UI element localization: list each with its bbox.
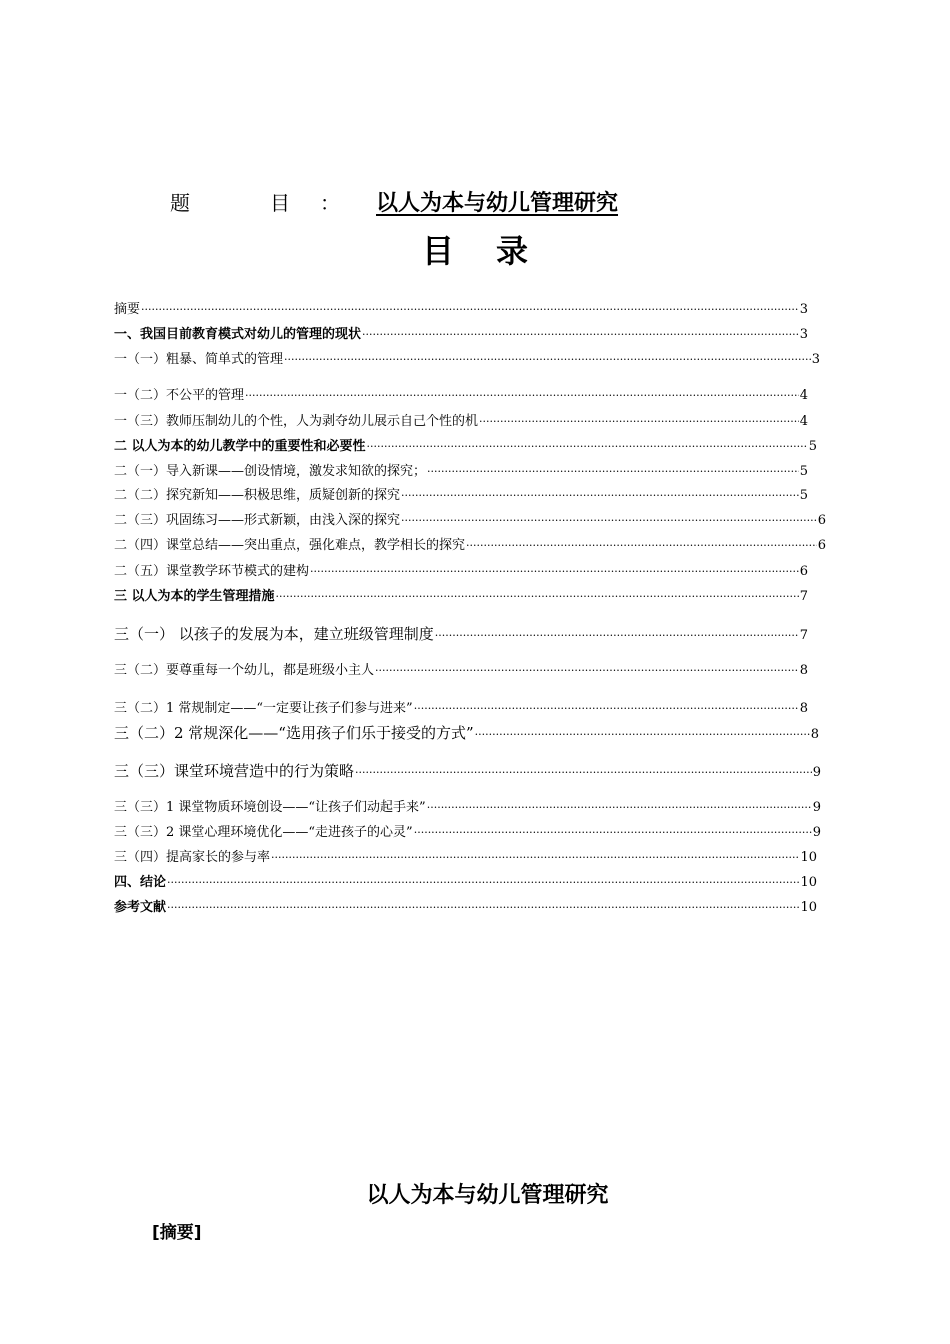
toc-item[interactable] [114, 350, 820, 370]
toc-item-page: 4 [799, 414, 808, 429]
toc-item-page: 6 [799, 564, 808, 579]
toc-leader-dots [310, 562, 799, 582]
toc-leader-dots [466, 536, 817, 556]
toc-item[interactable] [114, 511, 826, 531]
document-title: 以人为本与幼儿管理研究 [366, 1183, 609, 1208]
toc-leader-dots [276, 587, 799, 607]
toc-item-page: 5 [808, 439, 817, 454]
toc-item-page: 4 [799, 388, 808, 403]
toc-leader-dots [245, 386, 799, 406]
toc-item[interactable] [114, 898, 817, 918]
toc-item-label: 二（一）导入新课——创设情境，激发求知欲的探究； [114, 464, 427, 479]
toc-item-label: 三（二）要尊重每一个幼儿，都是班级小主人 [114, 663, 375, 678]
toc-item-label: 三（四）提高家长的参与率 [114, 850, 271, 865]
toc-item-page: 9 [812, 800, 821, 815]
toc-item[interactable] [114, 325, 808, 345]
toc-leader-dots [427, 462, 799, 482]
toc-item-page: 6 [817, 538, 826, 553]
toc-item-page: 3 [811, 352, 820, 367]
toc-item[interactable] [114, 661, 808, 681]
toc-item-page: 5 [799, 464, 808, 479]
toc-item-page: 6 [817, 513, 826, 528]
toc-item-page: 8 [799, 663, 808, 678]
toc-item-label: 三（一） 以孩子的发展为本，建立班级管理制度 [114, 625, 434, 643]
toc-leader-dots [479, 412, 799, 432]
toc-item[interactable] [114, 412, 808, 432]
toc-item-label: 二（二）探究新知——积极思维，质疑创新的探究 [114, 488, 401, 503]
toc-item-label: 一（一）粗暴、简单式的管理 [114, 352, 284, 367]
toc-item-page: 3 [799, 302, 808, 317]
toc-item[interactable] [114, 798, 821, 818]
toc-item-label: 一（三）教师压制幼儿的个性，人为剥夺幼儿展示自己个性的机 [114, 414, 479, 429]
toc-item[interactable] [114, 300, 808, 320]
toc-item[interactable] [114, 823, 821, 843]
title-line [170, 186, 618, 217]
toc-item-page: 5 [799, 488, 808, 503]
toc-item-label: 三（三）1 课堂物质环境创设——“让孩子们动起手来” [114, 800, 426, 815]
toc-item[interactable] [114, 386, 808, 406]
toc-item-label: 三（三）课堂环境营造中的行为策略 [114, 762, 355, 780]
toc-item-label: 一、我国目前教育模式对幼儿的管理的现状 [114, 327, 362, 342]
toc-leader-dots [141, 300, 799, 320]
toc-item-label: 摘要 [114, 302, 141, 317]
toc-item-page: 10 [800, 875, 817, 890]
toc-leader-dots [414, 699, 799, 719]
toc-item[interactable] [114, 848, 817, 868]
toc-item-page: 9 [812, 765, 821, 780]
toc-item-label: 三（二）2 常规深化——“选用孩子们乐于接受的方式” [114, 724, 474, 742]
title-label: 题 目： [170, 191, 370, 215]
toc-item[interactable] [114, 536, 826, 556]
toc-leader-dots [284, 350, 811, 370]
toc-leader-dots [167, 873, 799, 893]
toc-item-page: 9 [812, 825, 821, 840]
toc-heading: 目录 [421, 232, 570, 270]
toc-item-label: 四、结论 [114, 875, 167, 890]
toc-item-label: 二（四）课堂总结——突出重点，强化难点，教学相长的探究 [114, 538, 466, 553]
toc-item[interactable] [114, 486, 808, 506]
toc-leader-dots [362, 325, 799, 345]
toc-leader-dots [167, 898, 799, 918]
toc-item-label: 三 以人为本的学生管理措施 [114, 589, 275, 604]
toc-item-label: 二（三）巩固练习——形式新颖，由浅入深的探究 [114, 513, 401, 528]
toc-leader-dots [401, 511, 817, 531]
toc-item-page: 10 [800, 900, 817, 915]
toc-item-page: 8 [810, 727, 819, 742]
toc-item-page: 10 [800, 850, 817, 865]
toc-item-page: 7 [799, 589, 808, 604]
toc-item[interactable] [114, 587, 808, 607]
toc-item-page: 7 [799, 628, 808, 643]
toc-leader-dots [475, 725, 810, 745]
title-value: 以人为本与幼儿管理研究 [376, 191, 619, 216]
toc-item-label: 三（三）2 课堂心理环境优化——“走进孩子的心灵” [114, 825, 413, 840]
toc-item-label: 三（二）1 常规制定——“一定要让孩子们参与进来” [114, 701, 413, 716]
toc-leader-dots [414, 823, 812, 843]
toc-item-page: 3 [799, 327, 808, 342]
toc-leader-dots [271, 848, 799, 868]
toc-item[interactable] [114, 873, 817, 893]
toc-leader-dots [367, 437, 808, 457]
toc-item[interactable] [114, 562, 808, 582]
toc-item[interactable] [114, 462, 808, 482]
toc-item-page: 8 [799, 701, 808, 716]
toc-leader-dots [427, 798, 812, 818]
toc-leader-dots [401, 486, 799, 506]
toc-leader-dots [375, 661, 799, 681]
toc-item-label: 参考文献 [114, 900, 167, 915]
toc-leader-dots [355, 763, 812, 783]
toc-item-label: 二（五）课堂教学环节模式的建构 [114, 564, 310, 579]
toc-item[interactable] [114, 761, 821, 781]
abstract-heading: [摘要] [152, 1223, 202, 1243]
toc-item-label: 一（二）不公平的管理 [114, 388, 245, 403]
toc-leader-dots [435, 626, 799, 646]
toc-item-label: 二 以人为本的幼儿教学中的重要性和必要性 [114, 439, 366, 454]
toc-item[interactable] [114, 699, 808, 719]
toc-item[interactable] [114, 723, 819, 743]
toc-item[interactable] [114, 624, 808, 644]
toc-item[interactable] [114, 437, 817, 457]
